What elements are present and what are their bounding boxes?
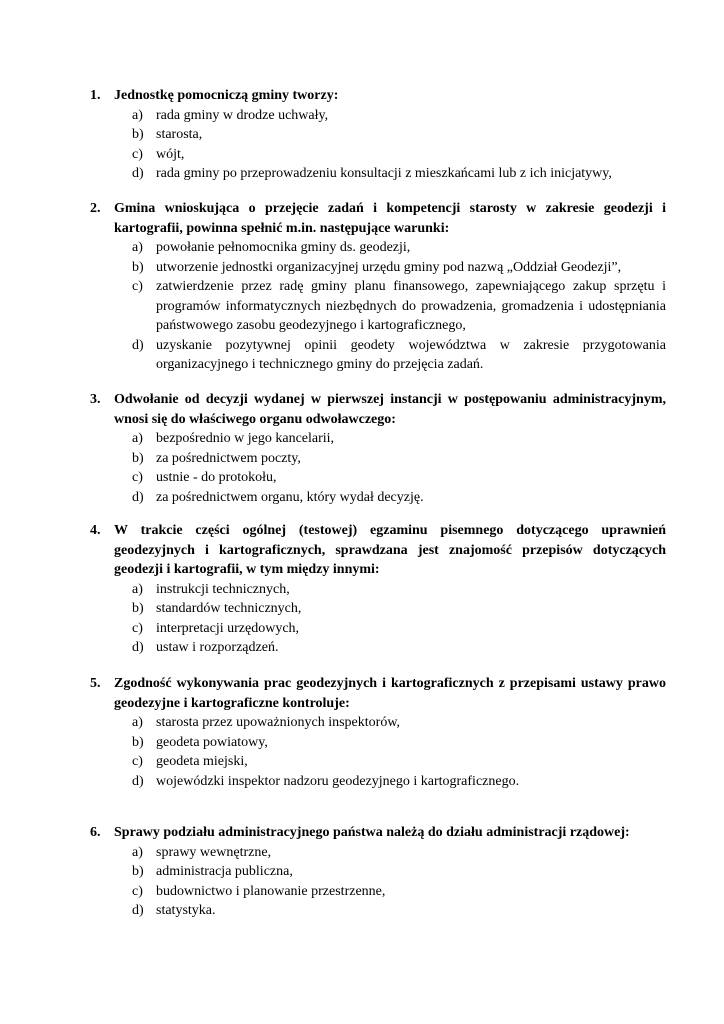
answer-item [132,901,666,921]
answer-item [132,145,666,165]
answer-letter: a) [132,581,143,597]
question-2 [90,199,666,375]
question-heading [90,674,666,713]
answer-letter: b) [132,127,144,142]
answer-text: geodeta miejski, [156,754,248,769]
answer-letter: a) [132,844,143,860]
answer-letter: c) [132,470,143,485]
answer-item [132,336,666,375]
answer-item [132,277,666,336]
answer-letter: c) [132,754,143,769]
answer-item [132,449,666,469]
answer-item [132,733,666,753]
answer-item [132,638,666,658]
answer-text: starosta przez upoważnionych inspektorów, [156,715,401,730]
question-heading [90,86,666,106]
answer-item [132,843,666,863]
answer-text: ustnie - do protokołu, [156,470,277,485]
answer-letter: c) [132,279,143,294]
answer-item [132,882,666,902]
question-text: Sprawy podziału administracyjnego państwa należą do działu administracji rządowej: [114,825,630,840]
answer-item [132,862,666,882]
question-heading [90,823,666,843]
question-heading [90,390,666,429]
answer-letter: d) [132,489,144,505]
answer-letter: c) [132,883,143,899]
answer-item [132,580,666,600]
answer-letter: a) [132,107,143,123]
answer-letter: b) [132,450,144,466]
answer-text: statystyka. [156,903,216,918]
answer-text: bezpośrednio w jego kancelarii, [156,431,335,446]
answer-item [132,619,666,639]
answer-text: wójt, [156,146,185,162]
answer-letter: b) [132,734,144,750]
question-text: W trakcie części ogólnej (testowej) egzaminu pisemnego dotyczącego uprawnień geodezyjnych i kartograficznych, sprawdzana jest znajomość przepisów dotyczących geodezji i kartografii, w tym między innymi: [114,523,666,577]
question-number: 3. [90,392,101,407]
answer-text: powołanie pełnomocnika gminy ds. geodezji, [156,240,411,255]
answer-text: interpretacji urzędowych, [156,620,300,636]
answer-list [90,106,666,184]
question-text: Zgodność wykonywania prac geodezyjnych i kartograficznych z przepisami ustawy prawo geodezyjne i kartograficzne kontroluje: [114,676,666,711]
answer-item [132,164,666,184]
answer-item [132,238,666,258]
answer-list [90,238,666,375]
answer-letter: d) [132,903,144,918]
answer-text: za pośrednictwem poczty, [156,450,301,466]
answer-item [132,772,666,792]
answer-letter: d) [132,166,144,181]
answer-letter: a) [132,240,143,255]
question-number: 1. [90,88,101,103]
question-5 [90,674,666,791]
question-4 [90,521,666,658]
question-text: Odwołanie od decyzji wydanej w pierwszej instancji w postępowaniu administracyjnym, wnosi się do właściwego organu odwoławczego: [114,392,666,427]
question-number: 5. [90,676,101,691]
answer-letter: d) [132,337,144,353]
answer-text: geodeta powiatowy, [156,734,268,750]
answer-item [132,468,666,488]
answer-list [90,713,666,791]
answer-letter: d) [132,640,144,655]
answer-list [90,580,666,658]
answer-text: administracja publiczna, [156,864,293,879]
answer-letter: d) [132,773,144,789]
answer-letter: c) [132,620,143,636]
answer-letter: a) [132,431,143,446]
answer-text: za pośrednictwem organu, który wydał decyzję. [156,489,424,505]
answer-letter: b) [132,864,144,879]
question-heading [90,521,666,580]
answer-text: standardów technicznych, [156,601,302,616]
answer-list [90,843,666,921]
answer-item [132,599,666,619]
answer-list [90,429,666,507]
answer-item [132,713,666,733]
answer-item [132,258,666,278]
question-number: 2. [90,201,101,216]
question-text: Gmina wnioskująca o przejęcie zadań i kompetencji starosty w zakresie geodezji i kartografii, powinna spełnić m.in. następujące warunki: [114,201,666,236]
answer-item [132,429,666,449]
answer-item [132,752,666,772]
answer-text: rada gminy po przeprowadzeniu konsultacji z mieszkańcami lub z ich inicjatywy, [156,166,612,181]
question-text: Jednostkę pomocniczą gminy tworzy: [114,88,339,103]
answer-text: uzyskanie pozytywnej opinii geodety województwa w zakresie przygotowania organizacyjnego i technicznego gminy do przejęcia zadań. [156,337,666,372]
answer-letter: a) [132,715,143,730]
question-heading [90,199,666,238]
answer-text: rada gminy w drodze uchwały, [156,107,329,123]
answer-text: utworzenie jednostki organizacyjnej urzędu gminy pod nazwą „Oddział Geodezji”, [156,259,622,275]
answer-item [132,488,666,508]
question-6 [90,823,666,921]
answer-item [132,106,666,126]
answer-text: wojewódzki inspektor nadzoru geodezyjnego i kartograficznego. [156,773,520,789]
answer-text: instrukcji technicznych, [156,581,290,597]
question-number: 4. [90,523,101,538]
answer-text: sprawy wewnętrzne, [156,844,272,860]
question-1 [90,86,666,184]
question-3 [90,390,666,507]
answer-text: ustaw i rozporządzeń. [156,640,279,655]
answer-text: zatwierdzenie przez radę gminy planu finansowego, zapewniającego zakup sprzętu i programów informatycznych niezbędnych do prowadzenia, gromadzenia i udostępniania państwowego zasobu geodezyjnego i kartograficznego, [156,279,666,333]
answer-text: starosta, [156,127,203,142]
answer-letter: b) [132,601,144,616]
answer-text: budownictwo i planowanie przestrzenne, [156,883,386,899]
answer-letter: b) [132,259,144,275]
answer-item [132,125,666,145]
answer-letter: c) [132,146,143,162]
question-number: 6. [90,825,101,840]
